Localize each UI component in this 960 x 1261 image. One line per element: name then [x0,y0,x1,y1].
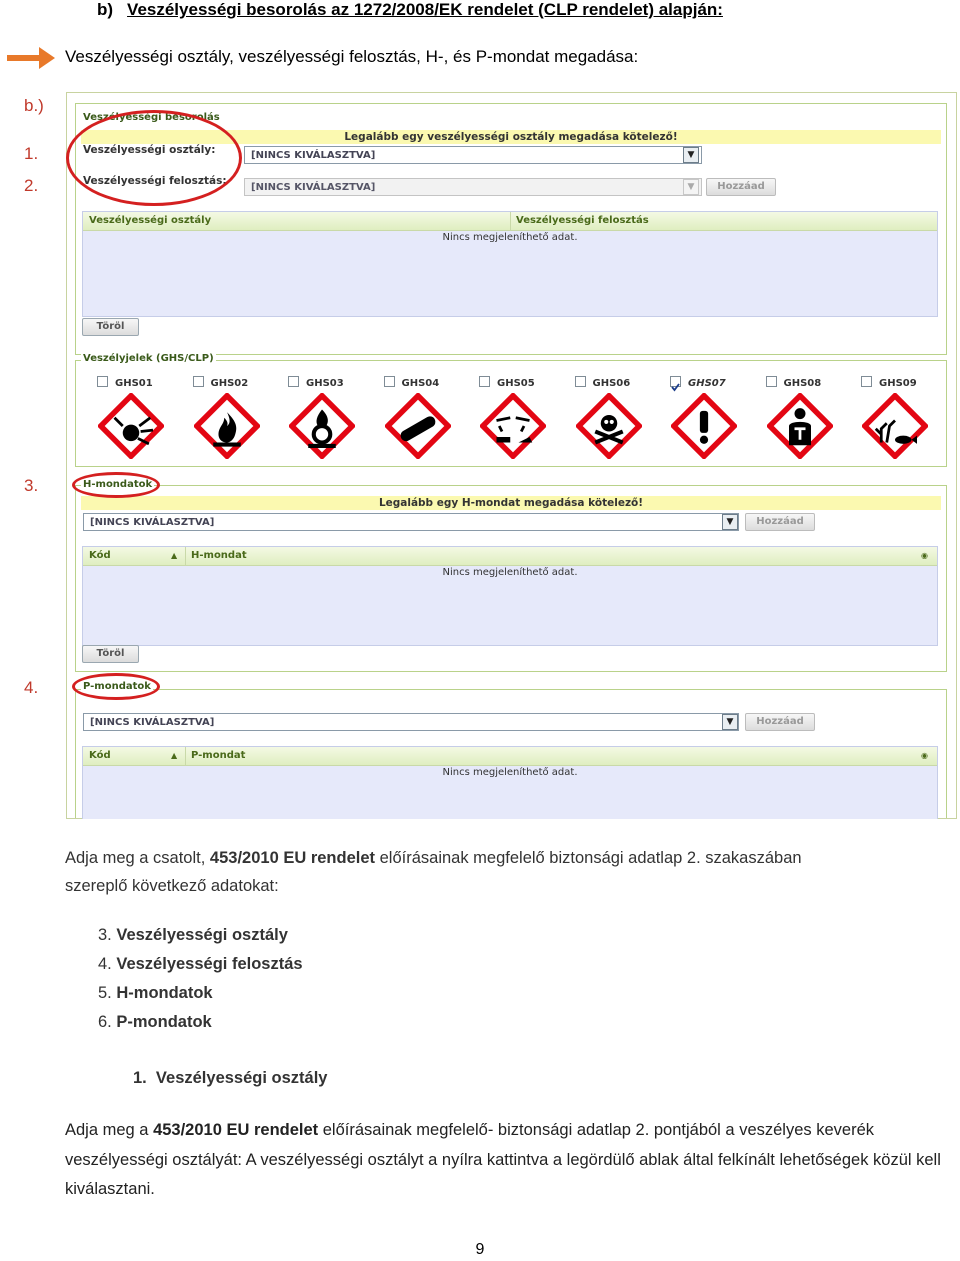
intro-paragraph [65,844,802,900]
marker-2: 2. [24,176,39,195]
exclamation-mark-icon [671,393,737,463]
classification-table-header [83,212,937,231]
body-paragraph [65,1116,955,1205]
ghs-legend: Veszélyjelek (GHS/CLP) [83,353,214,364]
column-menu-icon[interactable]: ◉ [921,551,928,560]
classification-add-button[interactable]: Hozzáad [706,178,776,196]
form-screenshot [66,92,957,819]
page-number: 9 [475,1241,485,1258]
intro-bold: 453/2010 EU rendelet [209,849,376,867]
ghs-label: GHS08 [783,378,822,389]
orange-arrow-icon [5,44,57,72]
h-delete-button[interactable]: Töröl [82,645,139,663]
ghs-label: GHS06 [592,378,631,389]
sort-asc-icon[interactable]: ▲ [171,551,178,560]
ghs-checkbox[interactable] [288,376,299,387]
heading-title: Veszélyességi besorolás az 1272/2008/EK rendelet (CLP rendelet) alapján: [127,0,723,19]
col-class: Veszélyességi osztály [89,215,212,226]
p-dropdown-arrow-icon[interactable]: ▼ [722,714,738,730]
marker-4: 4. [24,678,39,697]
ghs-label: GHS09 [879,378,917,389]
ghs-label: GHS04 [401,378,440,389]
division-dropdown-arrow-icon[interactable]: ▼ [683,179,699,195]
col-h-statement: H-mondat [191,550,247,561]
col-p-code: Kód [89,750,111,761]
highlight-oval-class [66,110,242,206]
division-select[interactable]: [NINCS KIVÁLASZTVA] [244,178,702,196]
p-statements-table [82,746,938,819]
intro-text-3: szereplő következő adatokat: [65,877,279,895]
ghs-checkbox[interactable] [861,376,872,387]
environment-icon [862,393,928,463]
exploding-bomb-icon [98,393,164,463]
ghs-label: GHS03 [306,378,344,389]
body-bold: 453/2010 EU rendelet [153,1121,319,1139]
ghs-checkbox[interactable] [479,376,490,387]
marker-b: b.) [24,96,44,115]
h-table-header [83,547,937,566]
ghs-checkbox[interactable] [766,376,777,387]
ghs-label: GHS07 [688,378,726,389]
ghs-label: GHS01 [115,378,153,389]
col-division: Veszélyességi felosztás [516,215,649,226]
ghs-checkbox[interactable] [575,376,586,387]
health-hazard-icon [767,393,833,463]
h-statements-table [82,546,938,646]
p-statement-select[interactable]: [NINCS KIVÁLASZTVA] [83,713,739,731]
intro-text-1: Adja meg a csatolt, [65,849,210,867]
intro-text-2: előírásainak megfelelő biztonsági adatlap 2. szakaszában [375,849,802,867]
h-statements-legend: H-mondatok [83,479,153,490]
h-statements-warning: Legalább egy H-mondat megadása kötelező! [81,496,941,510]
heading-prefix: b) [97,0,114,19]
ghs-label: GHS02 [210,378,249,389]
ghs-checkbox[interactable] [670,376,681,387]
p-table-header [83,747,937,766]
ghs-checkbox[interactable] [384,376,395,387]
body-text-1: Adja meg a [65,1121,154,1139]
page-heading [97,0,723,20]
classification-table [82,211,938,317]
p-empty: Nincs megjeleníthető adat. [442,767,578,778]
list-item: 3. Veszélyességi osztály [98,926,288,944]
highlight-oval-p [72,673,160,700]
h-empty: Nincs megjeleníthető adat. [442,567,578,578]
ghs-checkbox[interactable] [97,376,108,387]
col-h-code: Kód [89,550,111,561]
section-heading: 1. Veszélyességi osztály [133,1069,328,1087]
gas-cylinder-icon [385,393,451,463]
division-label: Veszélyességi felosztás: [83,175,227,187]
skull-crossbones-icon [576,393,642,463]
p-add-button[interactable]: Hozzáad [745,713,815,731]
marker-3: 3. [24,476,39,495]
highlight-oval-h [72,472,160,498]
ghs-checkbox[interactable] [193,376,204,387]
h-statement-select[interactable]: [NINCS KIVÁLASZTVA] [83,513,739,531]
classification-legend: Veszélyességi besorolás [83,112,220,123]
flame-icon [194,393,260,463]
class-label: Veszélyességi osztály: [83,144,216,156]
subheading: Veszélyességi osztály, veszélyességi felosztás, H-, és P-mondat megadása: [65,47,639,66]
list-item: 5. H-mondatok [98,984,213,1002]
col-p-statement: P-mondat [191,750,246,761]
classification-delete-button[interactable]: Töröl [82,318,139,336]
p-statements-legend: P-mondatok [83,681,151,692]
class-dropdown-arrow-icon[interactable]: ▼ [683,147,699,163]
classification-empty: Nincs megjeleníthető adat. [442,232,578,243]
h-dropdown-arrow-icon[interactable]: ▼ [722,514,738,530]
corrosion-icon [480,393,546,463]
marker-1: 1. [24,144,39,163]
classification-warning: Legalább egy veszélyességi osztály megadása kötelező! [81,130,941,144]
list-item: 6. P-mondatok [98,1013,212,1031]
ghs-label: GHS05 [497,378,535,389]
flame-over-circle-icon [289,393,355,463]
sort-asc-icon[interactable]: ▲ [171,751,178,760]
class-select[interactable]: [NINCS KIVÁLASZTVA] [244,146,702,164]
body-text-2: előírásainak megfelelő- biztonsági adatlap 2. pontjából a veszélyes keverék veszélyességi osztályát: A veszélyességi osztályt a nyílra kattintva a legördülő ablak által felkínált lehetőségek közül kell kiválasztani. [65,1121,941,1198]
column-menu-icon[interactable]: ◉ [921,751,928,760]
h-add-button[interactable]: Hozzáad [745,513,815,531]
list-item: 4. Veszélyességi felosztás [98,955,303,973]
data-list [98,921,303,1037]
